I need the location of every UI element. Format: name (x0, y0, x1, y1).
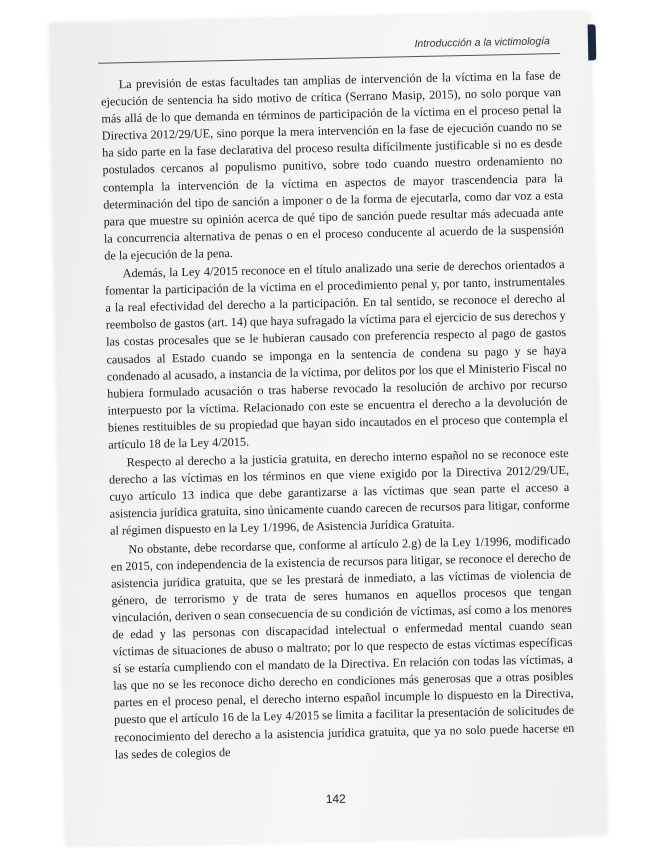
running-head: Introducción a la victimología (414, 35, 551, 51)
book-page (49, 12, 606, 845)
paragraph-2: Además, la Ley 4/2015 reconoce en el título analizado una serie de derechos orientados a fomentar la participación de la víctima en el procedimiento penal y, por tanto, instrumentales a la real efectividad del derecho a la participación. En tal sentido, se reconoce el derecho al reembolso de gastos (art. 14) que haya sufragado la víctima para el ejercicio de sus derechos y las costas procesales que se le hubieran causado con preferencia respecto al pago de gastos causados al Estado cuando se imponga en la sentencia de condena su pago y se haya condenado al acusado, a instancia de la víctima, por delitos por los que el Ministerio Fiscal no hubiera formulado acusación o tras haberse revocado la resolución de archivo por recurso interpuesto por la víctima. Relacionado con este se encuentra el derecho a la devolución de bienes restituibles de su propiedad que hayan sido incautados en el proceso que contempla el artículo 18 de la Ley 4/2015. (104, 257, 568, 452)
page-body (101, 67, 575, 764)
page-edge-marker (588, 24, 597, 60)
page-number: 142 (325, 791, 346, 807)
paragraph-1: La previsión de estas facultades tan amplias de intervención de la víctima en la fase de ejecución de sentencia ha sido motivo de crítica (Serrano Masip, 2015), no solo porque van más allá de lo que demanda en términos de participación de la víctima en el proceso penal la Directiva 2012/29/UE, sino porque la mera intervención en la fase de ejecución cuando no se ha sido parte en la fase declarativa del proceso resulta difícilmente justificable si no es desde postulados cercanos al populismo punitivo, sobre todo cuando nuestro ordenamiento no contempla la intervención de la víctima en aspectos de mayor trascendencia para la determinación del tipo de sanción a imponer o de la forma de ejecutarla, como dar voz a esta para que muestre su opinión acerca de qué tipo de sanción puede resultar más adecuada ante la concurrencia alternativa de penas o en el proceso conducente al acuerdo de la suspensión de la ejecución de la pena. (100, 68, 565, 263)
paragraph-3: Respecto al derecho a la justicia gratuita, en derecho interno español no se reconoce este derecho a las víctimas en los términos en que viene exigido por la Directiva 2012/29/UE, cuyo artículo 13 indica que debe garantizarse a las víctimas que sean parte el acceso a asistencia jurídica gratuita, sino únicamente cuando carecen de recursos para litigar, conforme al régimen dispuesto en la Ley 1/1996, de Asistencia Jurídica Gratuita. (108, 446, 570, 539)
header-rule (98, 53, 560, 64)
paragraph-4: No obstante, debe recordarse que, conforme al artículo 2.g) de la Ley 1/1996, modificado en 2015, con independencia de la existencia de recursos para litigar, se reconoce el derecho de asistencia jurídica gratuita, que se les prestará de inmediato, a las víctimas de violencia de género, de terrorismo y de trata de seres humanos en aquellos procesos que tengan vinculación, deriven o sean consecuencia de su condición de víctimas, así como a los menores de edad y las personas con discapacidad intelectual o enfermedad mental cuando sean víctimas de situaciones de abuso o maltrato; por lo que respecto de estas víctimas específicas sí se estaría cumpliendo con el mandato de la Directiva. En relación con todas las víctimas, a las que no se les reconoce dicho derecho en condiciones más generosas que a otras posibles partes en el proceso penal, el derecho interno español incumple lo dispuesto en la Directiva, puesto que el artículo 16 de la Ley 4/2015 se limita a facilitar la presentación de solicitudes de reconocimiento del derecho a la asistencia jurídica gratuita, que ya no solo puede hacerse en las sedes de colegios de (110, 532, 575, 762)
